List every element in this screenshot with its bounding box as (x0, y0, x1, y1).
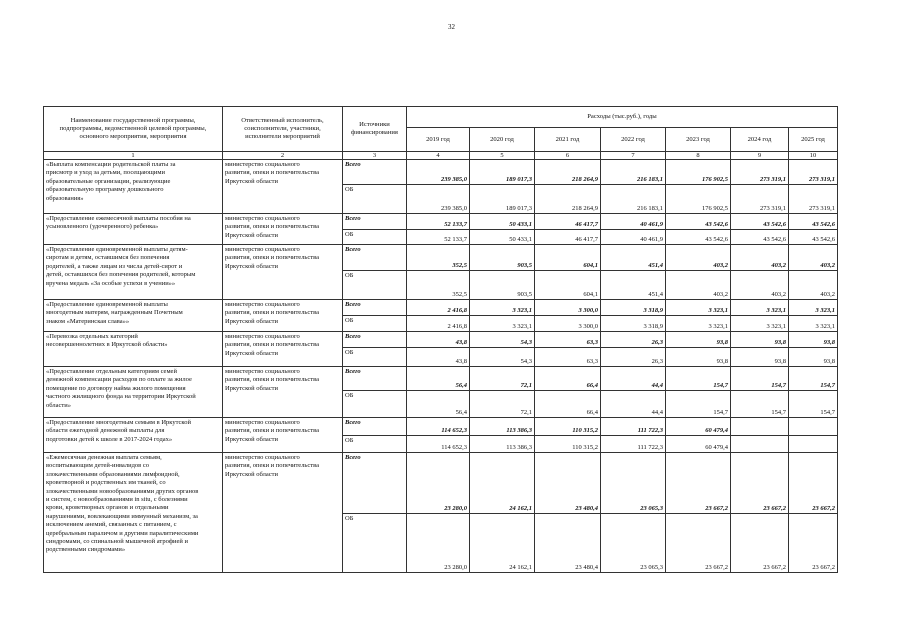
header-year: 2021 год (535, 128, 601, 152)
total-value: 154,7 (771, 382, 786, 389)
ob-value: 43 542,6 (705, 236, 728, 243)
column-index: 6 (535, 152, 601, 160)
ob-value-cell (789, 316, 838, 332)
source-ob-label: ОБ (343, 391, 407, 418)
source-ob-label: ОБ (343, 436, 407, 453)
ob-value: 114 652,3 (441, 444, 467, 451)
ob-value-cell (601, 271, 666, 300)
ob-value-cell (731, 185, 789, 214)
total-value: 50 433,1 (509, 221, 532, 228)
ob-value-cell (535, 230, 601, 245)
ob-value: 23 667,2 (763, 564, 786, 571)
total-value-cell (407, 332, 470, 348)
total-value: 3 323,1 (512, 307, 532, 314)
ob-value: 50 433,1 (509, 236, 532, 243)
total-value-cell (789, 300, 838, 316)
ob-value-cell (731, 391, 789, 418)
source-total-label: Всего (343, 214, 407, 230)
ob-value: 93,8 (774, 358, 786, 365)
column-index: 2 (223, 152, 343, 160)
total-value: 2 416,8 (447, 307, 467, 314)
total-value: 60 479,4 (705, 427, 728, 434)
total-value: 23 667,2 (812, 505, 835, 512)
total-value: 3 300,0 (578, 307, 598, 314)
total-value: 218 264,9 (572, 176, 598, 183)
total-value: 44,4 (651, 382, 663, 389)
header-responsible: Ответственный исполнитель, соисполнители, участники, исполнители мероприятий (223, 106, 343, 152)
ob-value-cell (470, 316, 535, 332)
ob-value-cell (407, 271, 470, 300)
ob-value-cell (789, 348, 838, 367)
ob-value-cell (535, 436, 601, 453)
total-value-cell (601, 367, 666, 391)
ob-value: 54,3 (520, 358, 532, 365)
total-value: 56,4 (455, 382, 467, 389)
responsible-executor: министерство социального развития, опеки и попечительства Иркутской области (223, 214, 343, 245)
ob-value: 43 542,6 (763, 236, 786, 243)
total-value-cell (470, 300, 535, 316)
ob-value: 218 264,9 (572, 205, 598, 212)
ob-value-cell (407, 316, 470, 332)
total-value-cell (789, 160, 838, 185)
ob-value-cell (601, 230, 666, 245)
source-total-label: Всего (343, 418, 407, 436)
total-value: 451,4 (648, 262, 663, 269)
total-value-cell (470, 367, 535, 391)
ob-value: 273 319,1 (809, 205, 835, 212)
ob-value-cell (407, 436, 470, 453)
total-value-cell (789, 367, 838, 391)
ob-value-cell (789, 436, 838, 453)
total-value-cell (666, 453, 731, 514)
ob-value-cell (470, 348, 535, 367)
ob-value-cell (731, 271, 789, 300)
total-value-cell (601, 300, 666, 316)
total-value: 154,7 (820, 382, 835, 389)
ob-value-cell (470, 391, 535, 418)
total-value: 403,2 (713, 262, 728, 269)
header-year: 2025 год (789, 128, 838, 152)
total-value: 403,2 (820, 262, 835, 269)
responsible-executor: министерство социального развития, опеки и попечительства Иркутской области (223, 367, 343, 418)
ob-value-cell (470, 230, 535, 245)
total-value-cell (601, 418, 666, 436)
ob-value: 111 722,3 (637, 444, 663, 451)
source-total-label: Всего (343, 453, 407, 514)
total-value: 66,4 (586, 382, 598, 389)
ob-value-cell (407, 391, 470, 418)
total-value-cell (789, 245, 838, 271)
total-value: 72,1 (520, 382, 532, 389)
total-value: 23 667,2 (763, 505, 786, 512)
ob-value-cell (731, 316, 789, 332)
total-value: 43 542,6 (763, 221, 786, 228)
total-value-cell (601, 214, 666, 230)
total-value: 273 319,1 (809, 176, 835, 183)
total-value-cell (601, 160, 666, 185)
header-year: 2019 год (407, 128, 470, 152)
program-name: «Предоставление многодетным семьям в Иркутской области ежегодной денежной выплаты для подготовки детей к школе в 2017-2024 годах» (43, 418, 223, 453)
ob-value: 903,5 (517, 291, 532, 298)
total-value-cell (731, 300, 789, 316)
ob-value: 216 183,1 (637, 205, 663, 212)
source-total-label: Всего (343, 160, 407, 185)
total-value: 23 480,4 (575, 505, 598, 512)
total-value: 40 461,9 (640, 221, 663, 228)
ob-value-cell (407, 514, 470, 573)
ob-value: 60 479,4 (705, 444, 728, 451)
ob-value-cell (601, 316, 666, 332)
total-value: 239 385,0 (441, 176, 467, 183)
ob-value-cell (535, 271, 601, 300)
total-value: 23 667,2 (705, 505, 728, 512)
ob-value-cell (535, 185, 601, 214)
ob-value: 93,8 (823, 358, 835, 365)
ob-value: 352,5 (452, 291, 467, 298)
ob-value: 403,2 (820, 291, 835, 298)
total-value-cell (601, 245, 666, 271)
program-name: «Предоставление единовременной выплаты многодетным матерям, награжденным Почетным знаком «Материнская слава»» (43, 300, 223, 332)
ob-value: 3 300,0 (578, 323, 598, 330)
ob-value: 2 416,8 (447, 323, 467, 330)
ob-value-cell (789, 514, 838, 573)
ob-value-cell (789, 271, 838, 300)
ob-value: 63,3 (586, 358, 598, 365)
total-value: 24 162,1 (509, 505, 532, 512)
total-value-cell (407, 300, 470, 316)
ob-value-cell (535, 348, 601, 367)
total-value: 216 183,1 (637, 176, 663, 183)
column-index: 1 (43, 152, 223, 160)
total-value: 23 280,0 (444, 505, 467, 512)
total-value-cell (535, 418, 601, 436)
ob-value: 3 323,1 (512, 323, 532, 330)
total-value-cell (731, 214, 789, 230)
source-total-label: Всего (343, 367, 407, 391)
total-value: 54,3 (520, 339, 532, 346)
ob-value-cell (601, 391, 666, 418)
program-name: «Выплата компенсации родительской платы за присмотр и уход за детьми, посещающими образовательные организации, реализующие образовательную программу дошкольного образования» (43, 160, 223, 214)
total-value-cell (666, 160, 731, 185)
responsible-executor: министерство социального развития, опеки и попечительства Иркутской области (223, 453, 343, 573)
total-value: 43 542,6 (705, 221, 728, 228)
total-value-cell (470, 214, 535, 230)
total-value: 352,5 (452, 262, 467, 269)
total-value-cell (731, 418, 789, 436)
column-index: 9 (731, 152, 789, 160)
total-value: 110 315,2 (572, 427, 598, 434)
source-ob-label: ОБ (343, 514, 407, 573)
total-value-cell (731, 453, 789, 514)
ob-value-cell (666, 348, 731, 367)
ob-value: 43,8 (455, 358, 467, 365)
source-total-label: Всего (343, 332, 407, 348)
ob-value: 93,8 (716, 358, 728, 365)
ob-value-cell (601, 348, 666, 367)
source-total-label: Всего (343, 245, 407, 271)
total-value-cell (666, 214, 731, 230)
ob-value-cell (470, 514, 535, 573)
total-value: 46 417,7 (575, 221, 598, 228)
column-index: 4 (407, 152, 470, 160)
ob-value: 23 667,2 (812, 564, 835, 571)
total-value-cell (731, 160, 789, 185)
ob-value-cell (470, 436, 535, 453)
total-value: 176 902,5 (702, 176, 728, 183)
total-value: 604,1 (583, 262, 598, 269)
total-value-cell (731, 245, 789, 271)
total-value: 903,5 (517, 262, 532, 269)
responsible-executor: министерство социального развития, опеки и попечительства Иркутской области (223, 245, 343, 300)
ob-value-cell (731, 230, 789, 245)
ob-value: 46 417,7 (575, 236, 598, 243)
total-value: 273 319,1 (760, 176, 786, 183)
ob-value-cell (407, 348, 470, 367)
ob-value-cell (535, 316, 601, 332)
ob-value-cell (731, 514, 789, 573)
source-ob-label: ОБ (343, 271, 407, 300)
total-value: 3 323,1 (815, 307, 835, 314)
ob-value-cell (601, 436, 666, 453)
total-value: 63,3 (586, 339, 598, 346)
ob-value-cell (666, 185, 731, 214)
total-value-cell (666, 332, 731, 348)
column-index: 3 (343, 152, 407, 160)
total-value-cell (407, 453, 470, 514)
ob-value-cell (666, 391, 731, 418)
source-ob-label: ОБ (343, 316, 407, 332)
total-value: 403,2 (771, 262, 786, 269)
header-name: Наименование государственной программы, подпрограммы, ведомственной целевой программы, основного мероприятия, мероприятия (43, 106, 223, 152)
ob-value: 23 667,2 (705, 564, 728, 571)
program-name: «Предоставление ежемесячной выплаты пособия на усыновленного (удочеренного) ребенка» (43, 214, 223, 245)
total-value: 3 323,1 (766, 307, 786, 314)
ob-value: 604,1 (583, 291, 598, 298)
source-ob-label: ОБ (343, 348, 407, 367)
program-name: «Перевозка отдельных категорий несовершеннолетних в Иркутской области» (43, 332, 223, 367)
total-value-cell (470, 245, 535, 271)
header-source: Источники финансирования (343, 106, 407, 152)
ob-value: 24 162,1 (509, 564, 532, 571)
ob-value: 23 280,0 (444, 564, 467, 571)
ob-value: 23 480,4 (575, 564, 598, 571)
ob-value: 113 386,3 (506, 444, 532, 451)
total-value-cell (535, 332, 601, 348)
total-value: 43,8 (455, 339, 467, 346)
ob-value: 52 133,7 (444, 236, 467, 243)
total-value-cell (470, 418, 535, 436)
total-value-cell (789, 418, 838, 436)
responsible-executor: министерство социального развития, опеки и попечительства Иркутской области (223, 332, 343, 367)
total-value: 3 318,9 (643, 307, 663, 314)
column-index: 5 (470, 152, 535, 160)
page-number: 32 (448, 23, 455, 31)
ob-value: 3 323,1 (766, 323, 786, 330)
total-value-cell (601, 453, 666, 514)
column-index: 7 (601, 152, 666, 160)
ob-value: 43 542,6 (812, 236, 835, 243)
total-value-cell (470, 160, 535, 185)
total-value-cell (666, 418, 731, 436)
total-value: 23 065,3 (640, 505, 663, 512)
program-name: «Предоставление отдельным категориям семей денежной компенсации расходов по оплате за жилое помещение по договору найма жилого помещения частного жилищного фонда на территории Иркутской области» (43, 367, 223, 418)
total-value-cell (407, 245, 470, 271)
total-value: 52 133,7 (444, 221, 467, 228)
ob-value: 451,4 (648, 291, 663, 298)
ob-value: 23 065,3 (640, 564, 663, 571)
total-value-cell (535, 300, 601, 316)
program-name: «Ежемесячная денежная выплата семьям, воспитывающим детей-инвалидов со злокачественными образованиями лимфоидной, кроветворной и родственных им тканей, со злокачественными новообразованиями других органов и систем, с новообразованиями in situ, с болезнями крови, кроветворных органов и отдельными нарушениями, вовлекающими иммунный механизм, за исключением анемий, связанных с питанием, с церебральным параличом и другими паралитическими синдромами, со спинальной мышечной атрофией и родственными синдромами» (43, 453, 223, 573)
source-ob-label: ОБ (343, 230, 407, 245)
ob-value-cell (789, 185, 838, 214)
total-value: 26,3 (651, 339, 663, 346)
ob-value: 154,7 (820, 409, 835, 416)
ob-value-cell (666, 436, 731, 453)
ob-value: 44,4 (651, 409, 663, 416)
ob-value-cell (666, 271, 731, 300)
ob-value-cell (601, 185, 666, 214)
responsible-executor: министерство социального развития, опеки и попечительства Иркутской области (223, 418, 343, 453)
total-value: 43 542,6 (812, 221, 835, 228)
ob-value: 26,3 (651, 358, 663, 365)
ob-value: 154,7 (713, 409, 728, 416)
total-value-cell (407, 160, 470, 185)
ob-value: 403,2 (771, 291, 786, 298)
responsible-executor: министерство социального развития, опеки и попечительства Иркутской области (223, 300, 343, 332)
total-value-cell (731, 332, 789, 348)
total-value-cell (407, 214, 470, 230)
ob-value-cell (731, 436, 789, 453)
total-value-cell (666, 300, 731, 316)
ob-value: 176 902,5 (702, 205, 728, 212)
ob-value-cell (470, 185, 535, 214)
total-value-cell (407, 418, 470, 436)
total-value-cell (789, 214, 838, 230)
ob-value-cell (789, 230, 838, 245)
ob-value-cell (731, 348, 789, 367)
total-value-cell (666, 367, 731, 391)
total-value-cell (470, 332, 535, 348)
ob-value-cell (666, 230, 731, 245)
header-expenses: Расходы (тыс.руб.), годы (407, 106, 838, 128)
ob-value-cell (666, 514, 731, 573)
header-year: 2022 год (601, 128, 666, 152)
total-value: 154,7 (713, 382, 728, 389)
ob-value-cell (470, 271, 535, 300)
total-value: 93,8 (774, 339, 786, 346)
ob-value-cell (535, 514, 601, 573)
column-index: 10 (789, 152, 838, 160)
ob-value: 154,7 (771, 409, 786, 416)
responsible-executor: министерство социального развития, опеки и попечительства Иркутской области (223, 160, 343, 214)
column-index: 8 (666, 152, 731, 160)
program-name: «Предоставление единовременной выплаты детям- сиротам и детям, оставшимся без попечения родителей, а также лицам из числа детей-сирот и детей, оставшихся без попечения родителей, которым вручена медаль «За особые успехи в учении»» (43, 245, 223, 300)
total-value: 111 722,3 (637, 427, 663, 434)
ob-value: 273 319,1 (760, 205, 786, 212)
ob-value: 239 385,0 (441, 205, 467, 212)
ob-value: 66,4 (586, 409, 598, 416)
ob-value: 189 017,3 (506, 205, 532, 212)
total-value: 113 386,3 (506, 427, 532, 434)
total-value-cell (535, 453, 601, 514)
total-value: 114 652,3 (441, 427, 467, 434)
total-value: 189 017,3 (506, 176, 532, 183)
ob-value-cell (789, 391, 838, 418)
total-value-cell (731, 367, 789, 391)
ob-value-cell (407, 230, 470, 245)
ob-value-cell (535, 391, 601, 418)
source-total-label: Всего (343, 300, 407, 316)
ob-value-cell (407, 185, 470, 214)
total-value: 93,8 (716, 339, 728, 346)
total-value-cell (535, 245, 601, 271)
total-value-cell (666, 245, 731, 271)
total-value: 93,8 (823, 339, 835, 346)
ob-value: 3 323,1 (708, 323, 728, 330)
total-value-cell (789, 332, 838, 348)
ob-value-cell (601, 514, 666, 573)
header-year: 2020 год (470, 128, 535, 152)
ob-value: 3 318,9 (643, 323, 663, 330)
header-year: 2024 год (731, 128, 789, 152)
total-value-cell (789, 453, 838, 514)
total-value: 3 323,1 (708, 307, 728, 314)
source-ob-label: ОБ (343, 185, 407, 214)
total-value-cell (535, 367, 601, 391)
ob-value: 72,1 (520, 409, 532, 416)
total-value-cell (601, 332, 666, 348)
total-value-cell (470, 453, 535, 514)
header-year: 2023 год (666, 128, 731, 152)
ob-value: 403,2 (713, 291, 728, 298)
total-value-cell (535, 214, 601, 230)
total-value-cell (535, 160, 601, 185)
ob-value: 56,4 (455, 409, 467, 416)
ob-value: 110 315,2 (572, 444, 598, 451)
ob-value: 3 323,1 (815, 323, 835, 330)
ob-value: 40 461,9 (640, 236, 663, 243)
ob-value-cell (666, 316, 731, 332)
total-value-cell (407, 367, 470, 391)
